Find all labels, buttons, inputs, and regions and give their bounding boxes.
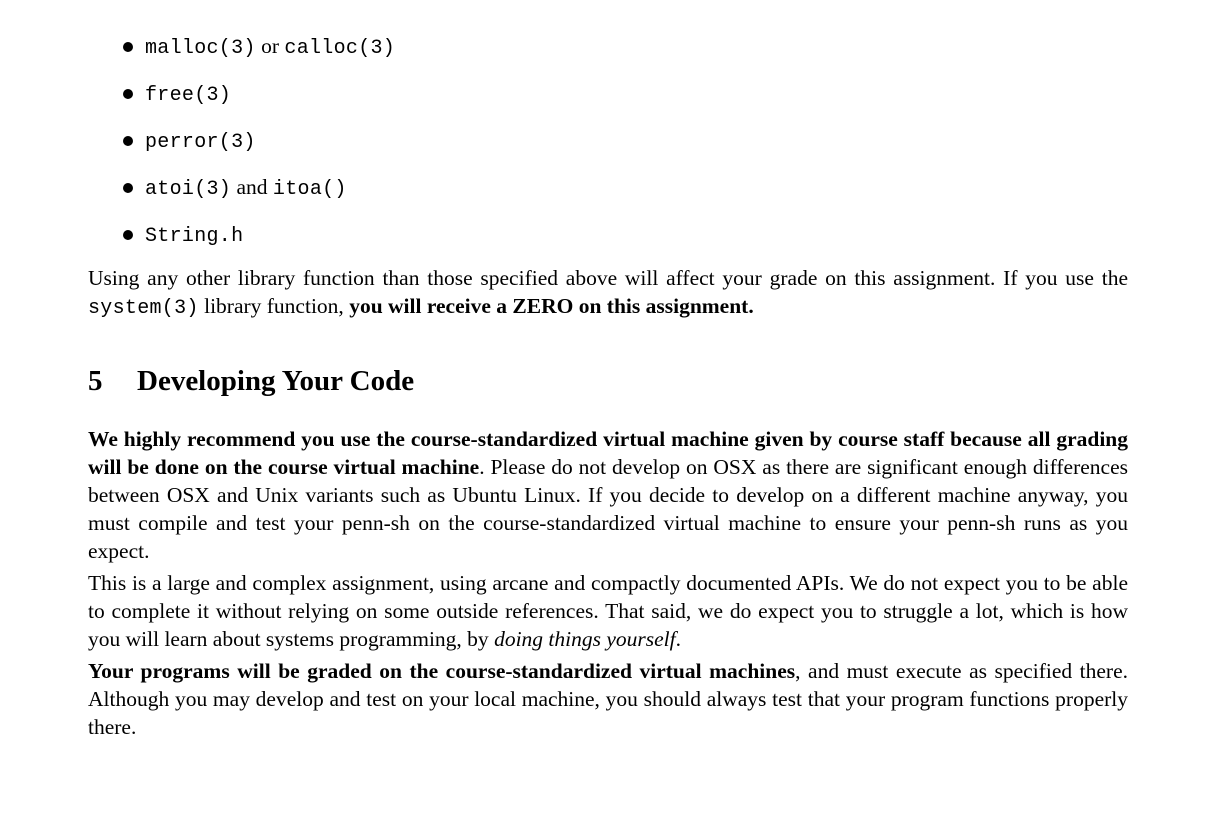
section-title: Developing Your Code [137,365,415,397]
bullet-icon [123,136,133,146]
code-free: free(3) [145,84,232,107]
code-calloc: calloc(3) [284,37,396,60]
list-item [88,75,1128,122]
list-item [88,216,1128,263]
warning-text: library function, [198,294,350,318]
list-item-text: or [255,34,285,58]
complexity-paragraph [88,569,1128,653]
list-item-text: and [231,175,273,199]
code-atoi: atoi(3) [145,178,232,201]
grading-paragraph [88,657,1128,741]
list-item [88,28,1128,75]
warning-text: Using any other library function than those specified above will affect your grade on this assignment. If you use the [88,266,1128,290]
vm-recommendation-paragraph [88,425,1128,565]
code-malloc: malloc(3) [145,37,256,60]
bullet-icon [123,230,133,240]
document-page [88,28,1128,741]
italic-text: doing things yourself [494,627,676,651]
code-itoa: itoa() [272,178,347,201]
code-perror: perror(3) [145,131,256,154]
library-warning-paragraph [88,264,1128,323]
body-text: . [675,627,681,651]
section-number: 5 [88,365,103,397]
warning-bold-text: you will receive a ZERO on this assignment. [349,294,754,318]
bullet-icon [123,42,133,52]
body-text: . Please do not develop on OSX as there are significant enough differences between OSX and Unix variants such as Ubuntu Linux. If you decide to develop on a different machine anyway, you must compile and test your penn-sh on the course-standardized virtual machine to ensure your penn-sh runs as you expect. [88,455,1128,563]
bold-text: Your programs will be graded on the course-standardized virtual machines [88,659,796,683]
code-system: system(3) [88,297,199,320]
body-text: , and must execute as specified there. Although you may develop and test on your local machine, you should always test that your program functions properly there. [88,659,1128,739]
bold-text: We highly recommend you use the course-standardized virtual machine given by course staff because all grading will be done on the course virtual machine [88,427,1128,479]
bullet-icon [123,89,133,99]
list-item [88,122,1128,169]
body-text: This is a large and complex assignment, using arcane and compactly documented APIs. We do not expect you to be able to complete it without relying on some outside references. That said, we do expect you to struggle a lot, which is how you will learn about systems programming, by [88,571,1128,651]
library-function-list [88,28,1128,263]
list-item [88,169,1128,216]
bullet-icon [123,183,133,193]
code-string-h: String.h [145,225,244,248]
section-heading [88,363,1128,399]
